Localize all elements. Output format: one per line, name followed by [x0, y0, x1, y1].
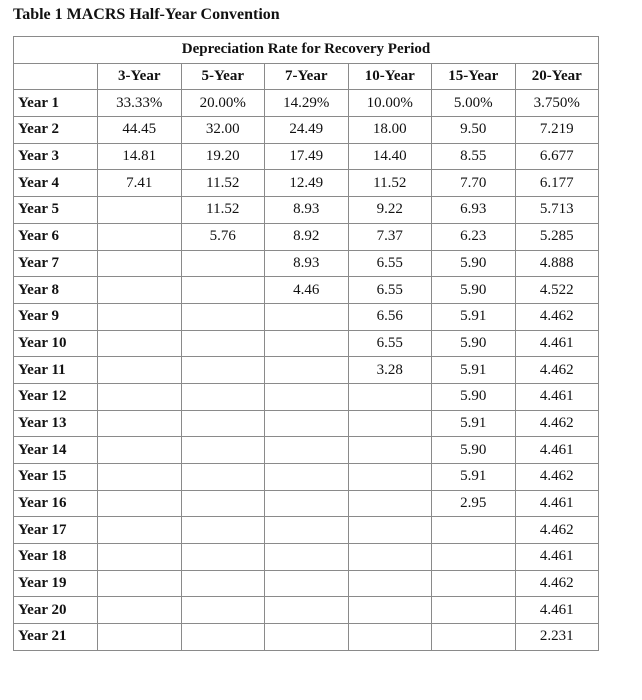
rate-cell: [348, 490, 432, 517]
row-label: Year 3: [14, 143, 98, 170]
rate-cell: [98, 383, 182, 410]
rate-cell: 7.37: [348, 223, 432, 250]
table-row: [14, 117, 599, 144]
rate-cell: [432, 624, 516, 651]
rate-cell: [348, 410, 432, 437]
table-row: [14, 570, 599, 597]
rate-cell: 4.461: [515, 490, 599, 517]
rate-cell: [98, 197, 182, 224]
row-label: Year 1: [14, 90, 98, 117]
rate-cell: 14.40: [348, 143, 432, 170]
rate-cell: [181, 437, 265, 464]
rate-cell: [348, 517, 432, 544]
row-label: Year 9: [14, 303, 98, 330]
rate-cell: 5.76: [181, 223, 265, 250]
rate-cell: 4.462: [515, 357, 599, 384]
rate-cell: 5.91: [432, 410, 516, 437]
rate-cell: 6.55: [348, 330, 432, 357]
group-header: Depreciation Rate for Recovery Period: [14, 37, 599, 64]
rate-cell: [98, 410, 182, 437]
rate-cell: [98, 437, 182, 464]
rate-cell: 5.91: [432, 303, 516, 330]
rate-cell: 5.90: [432, 330, 516, 357]
row-label: Year 17: [14, 517, 98, 544]
rate-cell: [348, 383, 432, 410]
table-row: [14, 517, 599, 544]
rate-cell: 2.231: [515, 624, 599, 651]
row-label: Year 4: [14, 170, 98, 197]
rate-cell: [98, 277, 182, 304]
corner-cell: [14, 63, 98, 90]
rate-cell: 4.461: [515, 544, 599, 571]
rate-cell: [265, 357, 349, 384]
rate-cell: [348, 464, 432, 491]
row-label: Year 8: [14, 277, 98, 304]
rate-cell: [432, 544, 516, 571]
rate-cell: 5.90: [432, 383, 516, 410]
rate-cell: 18.00: [348, 117, 432, 144]
rate-cell: 9.22: [348, 197, 432, 224]
column-header: 20-Year: [515, 63, 599, 90]
rate-cell: 6.56: [348, 303, 432, 330]
rate-cell: 5.90: [432, 277, 516, 304]
rate-cell: [265, 330, 349, 357]
row-label: Year 7: [14, 250, 98, 277]
table-body: [14, 90, 599, 650]
rate-cell: [265, 544, 349, 571]
rate-cell: 7.219: [515, 117, 599, 144]
rate-cell: [98, 464, 182, 491]
rate-cell: 5.285: [515, 223, 599, 250]
rate-cell: [265, 597, 349, 624]
rate-cell: [181, 464, 265, 491]
table-row: [14, 277, 599, 304]
table-row: [14, 250, 599, 277]
rate-cell: 6.55: [348, 250, 432, 277]
table-row: [14, 197, 599, 224]
rate-cell: [98, 544, 182, 571]
rate-cell: [432, 570, 516, 597]
rate-cell: [265, 383, 349, 410]
rate-cell: 6.23: [432, 223, 516, 250]
row-label: Year 5: [14, 197, 98, 224]
rate-cell: [98, 357, 182, 384]
rate-cell: 4.462: [515, 464, 599, 491]
table-row: [14, 490, 599, 517]
rate-cell: [98, 597, 182, 624]
rate-cell: 9.50: [432, 117, 516, 144]
rate-cell: 20.00%: [181, 90, 265, 117]
rate-cell: 4.522: [515, 277, 599, 304]
rate-cell: 4.461: [515, 437, 599, 464]
rate-cell: [181, 490, 265, 517]
rate-cell: [181, 303, 265, 330]
rate-cell: 32.00: [181, 117, 265, 144]
column-header: 10-Year: [348, 63, 432, 90]
row-label: Year 16: [14, 490, 98, 517]
table-row: [14, 143, 599, 170]
rate-cell: 4.462: [515, 570, 599, 597]
column-header: 15-Year: [432, 63, 516, 90]
rate-cell: 4.888: [515, 250, 599, 277]
row-label: Year 2: [14, 117, 98, 144]
rate-cell: 8.92: [265, 223, 349, 250]
macrs-table: [13, 36, 599, 651]
rate-cell: 14.29%: [265, 90, 349, 117]
row-label: Year 10: [14, 330, 98, 357]
rate-cell: 8.93: [265, 197, 349, 224]
rate-cell: [265, 410, 349, 437]
table-row: [14, 410, 599, 437]
rate-cell: 6.55: [348, 277, 432, 304]
row-label: Year 20: [14, 597, 98, 624]
rate-cell: [98, 490, 182, 517]
row-label: Year 14: [14, 437, 98, 464]
rate-cell: [181, 544, 265, 571]
rate-cell: [181, 277, 265, 304]
rate-cell: [348, 437, 432, 464]
rate-cell: [181, 250, 265, 277]
rate-cell: [98, 624, 182, 651]
table-row: [14, 464, 599, 491]
table-row: [14, 330, 599, 357]
rate-cell: [348, 544, 432, 571]
rate-cell: [181, 517, 265, 544]
table-caption: Table 1 MACRS Half-Year Convention: [13, 6, 280, 23]
row-label: Year 15: [14, 464, 98, 491]
rate-cell: [265, 464, 349, 491]
rate-cell: [98, 570, 182, 597]
rate-cell: 6.177: [515, 170, 599, 197]
column-header: 5-Year: [181, 63, 265, 90]
rate-cell: 4.461: [515, 597, 599, 624]
table-row: [14, 90, 599, 117]
table-row: [14, 544, 599, 571]
row-label: Year 18: [14, 544, 98, 571]
rate-cell: 5.713: [515, 197, 599, 224]
rate-cell: [265, 570, 349, 597]
group-header-row: [14, 37, 599, 64]
rate-cell: 4.462: [515, 517, 599, 544]
rate-cell: [181, 357, 265, 384]
rate-cell: 5.91: [432, 464, 516, 491]
rate-cell: 4.461: [515, 383, 599, 410]
rate-cell: 8.55: [432, 143, 516, 170]
table-row: [14, 223, 599, 250]
rate-cell: [348, 570, 432, 597]
rate-cell: [432, 517, 516, 544]
row-label: Year 11: [14, 357, 98, 384]
rate-cell: 4.462: [515, 410, 599, 437]
rate-cell: 2.95: [432, 490, 516, 517]
rate-cell: 5.00%: [432, 90, 516, 117]
rate-cell: 6.93: [432, 197, 516, 224]
rate-cell: 19.20: [181, 143, 265, 170]
rate-cell: 11.52: [181, 170, 265, 197]
rate-cell: [98, 330, 182, 357]
rate-cell: 3.28: [348, 357, 432, 384]
row-label: Year 13: [14, 410, 98, 437]
rate-cell: 10.00%: [348, 90, 432, 117]
row-label: Year 12: [14, 383, 98, 410]
rate-cell: [265, 490, 349, 517]
rate-cell: 6.677: [515, 143, 599, 170]
rate-cell: 12.49: [265, 170, 349, 197]
rate-cell: 5.90: [432, 250, 516, 277]
rate-cell: 7.70: [432, 170, 516, 197]
rate-cell: [181, 383, 265, 410]
rate-cell: 4.462: [515, 303, 599, 330]
rate-cell: [265, 437, 349, 464]
rate-cell: 14.81: [98, 143, 182, 170]
rate-cell: 5.90: [432, 437, 516, 464]
table-row: [14, 357, 599, 384]
rate-cell: 44.45: [98, 117, 182, 144]
rate-cell: 8.93: [265, 250, 349, 277]
rate-cell: [181, 597, 265, 624]
rate-cell: [348, 624, 432, 651]
rate-cell: [432, 597, 516, 624]
rate-cell: 33.33%: [98, 90, 182, 117]
table-row: [14, 383, 599, 410]
column-header-row: [14, 63, 599, 90]
rate-cell: 24.49: [265, 117, 349, 144]
rate-cell: [265, 624, 349, 651]
rate-cell: 4.461: [515, 330, 599, 357]
rate-cell: [265, 517, 349, 544]
table-row: [14, 597, 599, 624]
table-row: [14, 624, 599, 651]
rate-cell: 11.52: [181, 197, 265, 224]
table-row: [14, 170, 599, 197]
rate-cell: 17.49: [265, 143, 349, 170]
rate-cell: [98, 303, 182, 330]
rate-cell: 7.41: [98, 170, 182, 197]
rate-cell: 5.91: [432, 357, 516, 384]
rate-cell: [265, 303, 349, 330]
rate-cell: [98, 223, 182, 250]
rate-cell: [98, 517, 182, 544]
rate-cell: 11.52: [348, 170, 432, 197]
rate-cell: [181, 410, 265, 437]
rate-cell: [98, 250, 182, 277]
rate-cell: [181, 330, 265, 357]
rate-cell: [181, 624, 265, 651]
column-header: 7-Year: [265, 63, 349, 90]
table-row: [14, 303, 599, 330]
column-header: 3-Year: [98, 63, 182, 90]
row-label: Year 6: [14, 223, 98, 250]
row-label: Year 19: [14, 570, 98, 597]
rate-cell: 3.750%: [515, 90, 599, 117]
rate-cell: [181, 570, 265, 597]
rate-cell: [348, 597, 432, 624]
table-row: [14, 437, 599, 464]
rate-cell: 4.46: [265, 277, 349, 304]
row-label: Year 21: [14, 624, 98, 651]
